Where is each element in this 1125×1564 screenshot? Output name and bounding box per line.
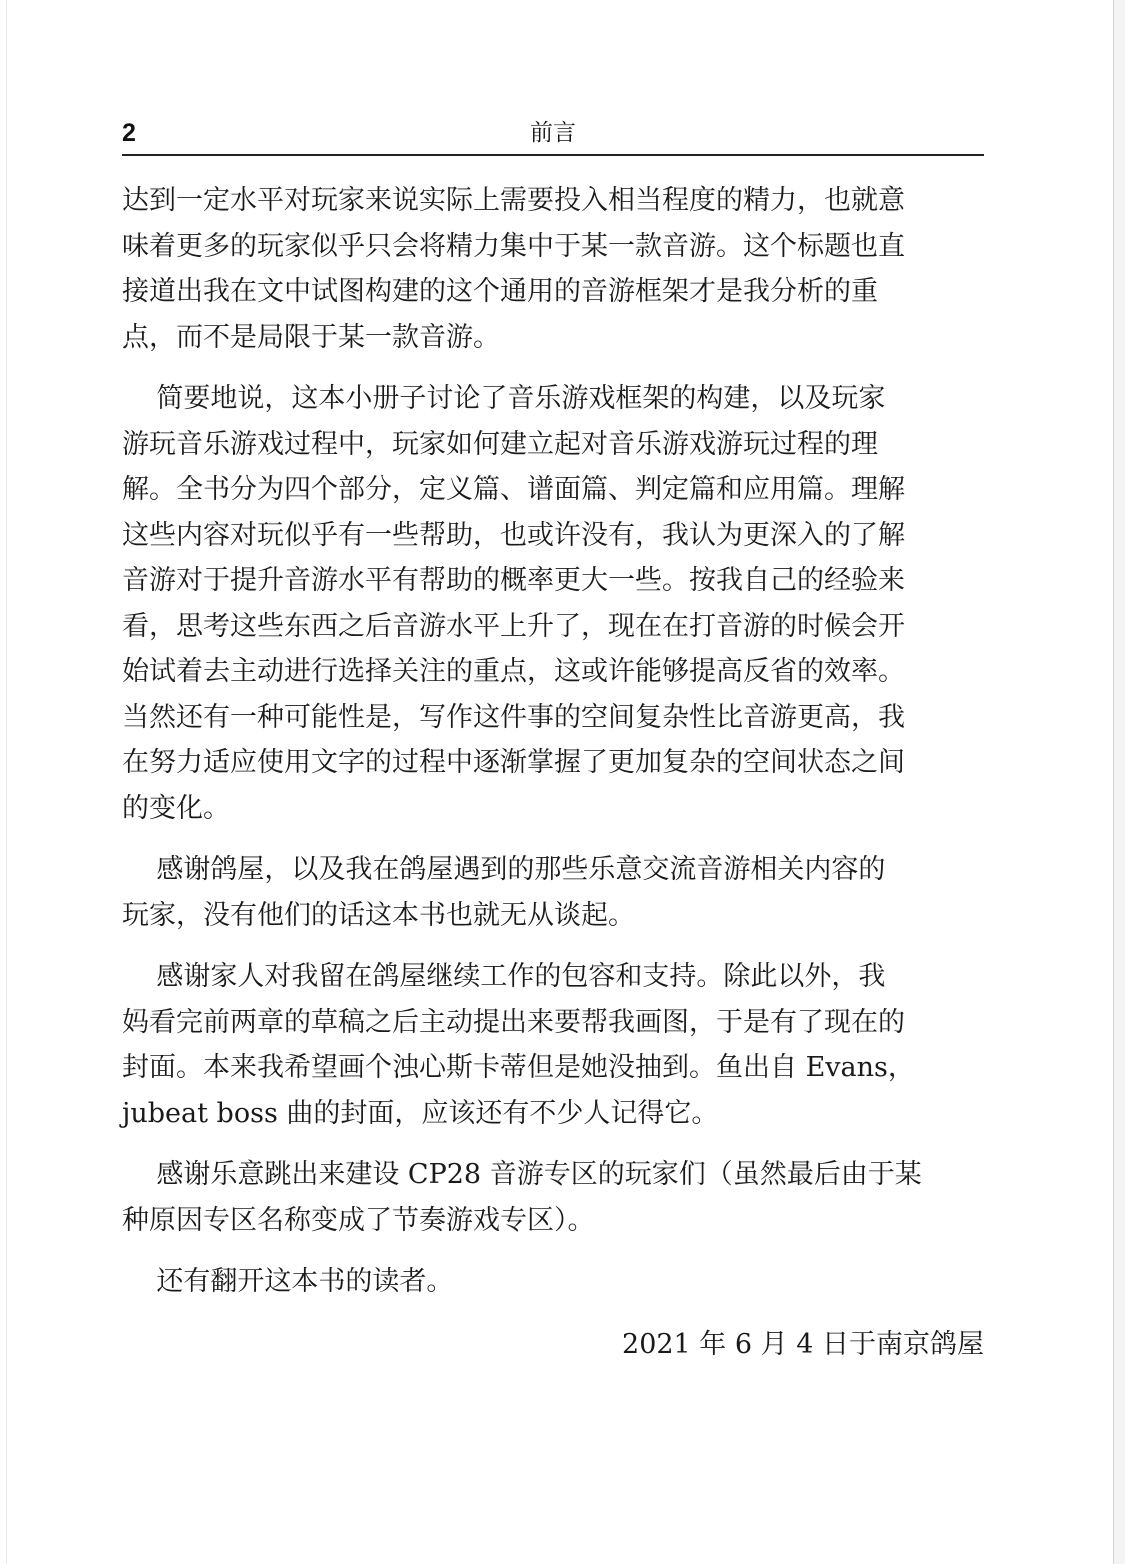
paragraph: 还有翻开这本书的读者。 <box>122 1266 454 1297</box>
paragraph: 感谢乐意跳出来建设 CP28 音游专区的玩家们（虽然最后由于某 种原因专区名称变成了节奏游戏专区）。 <box>122 1159 922 1236</box>
paragraph: 感谢家人对我留在鸽屋继续工作的包容和支持。除此以外，我 妈看完前两章的草稿之后主动提出来要帮我画图，于是有了现在的 封面。本来我希望画个浊心斯卡蒂但是她没抽到。鱼出自 Evans， jubeat boss 曲的封面，应该还有不少人记得它。 <box>122 961 915 1129</box>
page-number: 2 <box>122 119 136 147</box>
paragraph: 简要地说，这本小册子讨论了音乐游戏框架的构建，以及玩家 游玩音乐游戏过程中，玩家如何建立起对音乐游戏游玩过程的理 解。全书分为四个部分，定义篇、谱面篇、判定篇和应用篇。理解 这些内容对玩似乎有一些帮助，也或许没有，我认为更深入的了解 音游对于提升音游水平有帮助的概率更大一些。按我自己的经验来 看，思考这些东西之后音游水平上升了，现在在打音游的时候会开 始试着去主动进行选择关注的重点，这或许能够提高反省的效率。 当然还有一种可能性是，写作这件事的空间复杂性比音游更高，我 在努力适应使用文字的过程中逐渐掌握了更加复杂的空间状态之间 的变化。 <box>122 383 905 824</box>
running-header <box>122 112 984 156</box>
paragraph: 达到一定水平对玩家来说实际上需要投入相当程度的精力，也就意 味着更多的玩家似乎只会将精力集中于某一款音游。这个标题也直 接道出我在文中试图构建的这个通用的音游框架才是我分析的重 点，而不是局限于某一款音游。 <box>122 185 905 353</box>
signature-date-line: 2021 年 6 月 4 日于南京鸽屋 <box>622 1329 984 1360</box>
paragraph: 感谢鸽屋，以及我在鸽屋遇到的那些乐意交流音游相关内容的 玩家，没有他们的话这本书也就无从谈起。 <box>122 854 886 931</box>
chapter-title: 前言 <box>530 120 576 146</box>
body-text <box>122 178 968 1321</box>
page-edge <box>1114 0 1125 1564</box>
